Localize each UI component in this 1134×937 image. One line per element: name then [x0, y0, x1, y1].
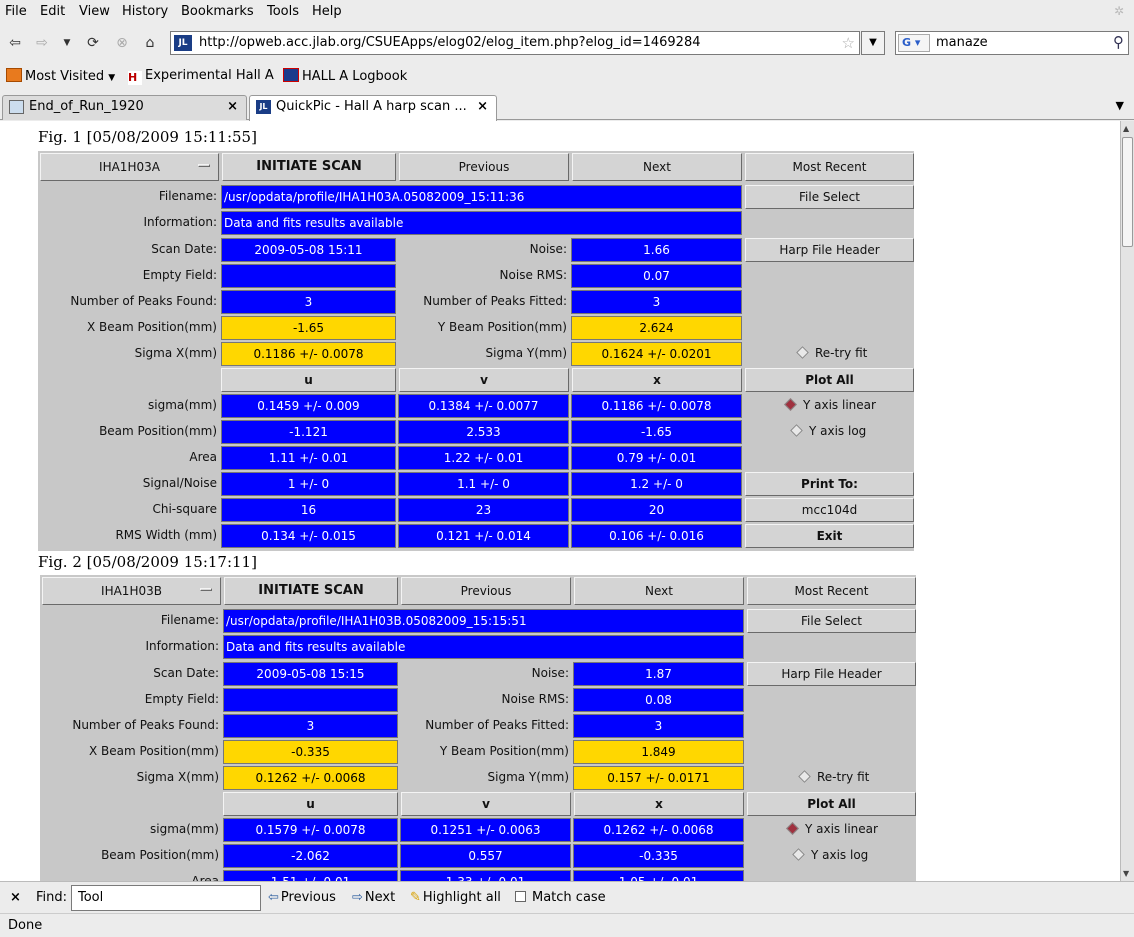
hall-a-logo-icon: H [128, 71, 142, 85]
page-icon [9, 100, 24, 114]
print-to-button[interactable]: Print To: [745, 472, 914, 496]
bookmark-experimental-hall-a[interactable] [128, 68, 274, 85]
table-cell: 0.1579 +/- 0.0078 [223, 818, 398, 842]
figure-1-title: Fig. 1 [05/08/2009 15:11:55] [38, 128, 257, 146]
file-select-button[interactable]: File Select [747, 609, 916, 633]
table-cell: 0.121 +/- 0.014 [398, 524, 569, 548]
y-axis-log-radio[interactable] [792, 420, 914, 444]
row-label: sigma(mm) [148, 398, 217, 412]
filename-value: /usr/opdata/profile/IHA1H03B.05082009_15:15:51 [223, 609, 744, 633]
table-cell: 0.1262 +/- 0.0068 [573, 818, 744, 842]
row-label: Beam Position(mm) [99, 424, 217, 438]
table-cell: 0.79 +/- 0.01 [571, 446, 742, 470]
vertical-scrollbar[interactable] [1120, 121, 1134, 881]
retry-fit-label: Re-try fit [817, 770, 870, 784]
empty-field-label: Empty Field: [144, 692, 219, 706]
find-bar [0, 881, 1134, 913]
previous-button[interactable]: Previous [399, 153, 569, 181]
sigma-y-label: Sigma Y(mm) [485, 346, 567, 360]
menu-history[interactable]: History [122, 4, 169, 19]
bookmarks-toolbar [0, 64, 1134, 88]
close-icon[interactable]: × [477, 99, 488, 114]
noise-label: Noise: [531, 666, 569, 680]
figure-2-title: Fig. 2 [05/08/2009 15:17:11] [38, 553, 257, 571]
retry-fit-radio[interactable] [800, 766, 916, 790]
find-label: Find: [36, 890, 68, 905]
scrollbar-thumb[interactable] [1122, 137, 1133, 247]
row-label: Signal/Noise [142, 476, 217, 490]
table-cell: 0.557 [400, 844, 571, 868]
y-axis-log-radio[interactable] [794, 844, 916, 868]
y-axis-log-label: Y axis log [811, 848, 869, 862]
column-header-x[interactable]: x [572, 368, 742, 392]
dropdown-indicator-icon [198, 164, 210, 167]
bookmark-most-visited[interactable] [6, 68, 115, 84]
peaks-fitted-value: 3 [573, 714, 744, 738]
harp-selector[interactable] [42, 577, 221, 605]
y-beam-position-value: 2.624 [571, 316, 742, 340]
table-cell: -0.335 [573, 844, 744, 868]
next-button[interactable]: Next [572, 153, 742, 181]
checkbox-icon [515, 891, 526, 902]
y-axis-linear-radio[interactable] [786, 394, 914, 418]
plot-all-button[interactable]: Plot All [745, 368, 914, 392]
url-bar[interactable] [170, 31, 860, 55]
logbook-icon [283, 68, 299, 82]
row-label: RMS Width (mm) [115, 528, 217, 542]
harp-file-header-button[interactable]: Harp File Header [745, 238, 914, 262]
scan-date-value: 2009-05-08 15:11 [221, 238, 396, 262]
column-header-u[interactable]: u [223, 792, 398, 816]
highlight-all-label: Highlight all [422, 890, 501, 905]
highlight-all-button[interactable] [410, 890, 501, 905]
sigma-y-label: Sigma Y(mm) [487, 770, 569, 784]
radio-selected-icon [786, 822, 799, 835]
table-cell: 1 +/- 0 [221, 472, 396, 496]
table-cell: 16 [221, 498, 396, 522]
y-axis-linear-label: Y axis linear [803, 398, 876, 412]
history-dropdown-icon[interactable]: ▼ [63, 38, 71, 48]
plot-all-button[interactable]: Plot All [747, 792, 916, 816]
table-cell: 0.1251 +/- 0.0063 [400, 818, 571, 842]
table-cell: 2.533 [398, 420, 569, 444]
url-dropdown-button[interactable]: ▼ [861, 31, 885, 55]
filename-value: /usr/opdata/profile/IHA1H03A.05082009_15:11:36 [221, 185, 742, 209]
empty-field-label: Empty Field: [142, 268, 217, 282]
noise-rms-value: 0.08 [573, 688, 744, 712]
search-input[interactable]: manaze [936, 35, 988, 50]
peaks-found-label: Number of Peaks Found: [72, 718, 219, 732]
figure-2-panel [40, 575, 916, 885]
column-header-v[interactable]: v [399, 368, 569, 392]
sigma-x-value: 0.1186 +/- 0.0078 [221, 342, 396, 366]
match-case-label: Match case [532, 890, 606, 905]
bookmark-label: HALL A Logbook [302, 69, 408, 84]
column-header-v[interactable]: v [401, 792, 571, 816]
y-axis-log-label: Y axis log [809, 424, 867, 438]
y-beam-position-value: 1.849 [573, 740, 744, 764]
retry-fit-label: Re-try fit [815, 346, 868, 360]
printer-field[interactable]: mcc104d [745, 498, 914, 522]
table-cell: 0.1459 +/- 0.009 [221, 394, 396, 418]
information-value: Data and fits results available [223, 635, 744, 659]
radio-unselected-icon [792, 848, 805, 861]
stop-icon[interactable]: ⊗ [116, 35, 128, 51]
menu-file[interactable]: File [5, 4, 27, 19]
table-cell: 0.1384 +/- 0.0077 [398, 394, 569, 418]
next-button[interactable]: Next [574, 577, 744, 605]
table-cell: 0.134 +/- 0.015 [221, 524, 396, 548]
row-label: Chi-square [152, 502, 217, 516]
dropdown-indicator-icon [200, 588, 212, 591]
table-cell: 1.22 +/- 0.01 [398, 446, 569, 470]
noise-rms-label: Noise RMS: [501, 692, 569, 706]
reload-icon[interactable]: ⟳ [87, 35, 99, 51]
table-cell: 1.2 +/- 0 [571, 472, 742, 496]
menu-edit[interactable]: Edit [40, 4, 66, 19]
menu-bookmarks[interactable]: Bookmarks [181, 4, 254, 19]
jlab-favicon-icon: JL [256, 100, 271, 114]
y-beam-position-label: Y Beam Position(mm) [439, 744, 569, 758]
scroll-up-icon[interactable]: ▲ [1123, 124, 1130, 133]
match-case-checkbox[interactable] [515, 890, 606, 905]
x-beam-position-value: -1.65 [221, 316, 396, 340]
noise-value: 1.66 [571, 238, 742, 262]
highlighter-icon: ✎ [410, 890, 421, 905]
y-axis-linear-radio[interactable] [788, 818, 916, 842]
back-icon[interactable]: ⇦ [9, 35, 21, 51]
figure-1-panel [38, 151, 914, 551]
status-bar [0, 913, 1134, 937]
menu-tools[interactable]: Tools [267, 4, 300, 19]
find-next-button[interactable] [352, 890, 395, 905]
scan-date-label: Scan Date: [151, 242, 217, 256]
find-input[interactable]: Tool [71, 885, 261, 911]
harp-file-header-button[interactable]: Harp File Header [747, 662, 916, 686]
google-icon: G [902, 36, 912, 49]
sigma-y-value: 0.1624 +/- 0.0201 [571, 342, 742, 366]
radio-selected-icon [784, 398, 797, 411]
information-label: Information: [143, 215, 217, 229]
tab-list-icon[interactable]: ▼ [1115, 99, 1124, 112]
radio-unselected-icon [796, 346, 809, 359]
table-cell: 1.1 +/- 0 [398, 472, 569, 496]
url-text[interactable]: http://opweb.acc.jlab.org/CSUEApps/elog02/elog_item.php?elog_id=1469284 [199, 35, 701, 50]
close-icon[interactable]: × [227, 99, 238, 114]
status-text: Done [8, 918, 43, 933]
exit-button[interactable]: Exit [745, 524, 914, 548]
table-cell: 0.106 +/- 0.016 [571, 524, 742, 548]
noise-rms-value: 0.07 [571, 264, 742, 288]
peaks-found-value: 3 [223, 714, 398, 738]
table-cell: 20 [571, 498, 742, 522]
peaks-fitted-label: Number of Peaks Fitted: [423, 294, 567, 308]
search-bar[interactable] [895, 31, 1129, 55]
scroll-down-icon[interactable]: ▼ [1123, 869, 1130, 878]
forward-icon[interactable]: ⇨ [36, 35, 48, 51]
search-engine-selector[interactable]: G ▾ [898, 34, 930, 52]
scan-date-label: Scan Date: [153, 666, 219, 680]
sigma-x-value: 0.1262 +/- 0.0068 [223, 766, 398, 790]
table-cell: -1.121 [221, 420, 396, 444]
noise-label: Noise: [529, 242, 567, 256]
find-next-label: Next [364, 890, 396, 905]
close-icon[interactable]: × [10, 890, 21, 905]
x-beam-position-value: -0.335 [223, 740, 398, 764]
noise-value: 1.87 [573, 662, 744, 686]
home-icon[interactable]: ⌂ [145, 35, 155, 51]
menu-bar [0, 0, 1134, 24]
most-recent-button[interactable]: Most Recent [747, 577, 916, 605]
filename-label: Filename: [160, 613, 219, 627]
table-cell: -1.65 [571, 420, 742, 444]
filename-label: Filename: [158, 189, 217, 203]
find-previous-button[interactable] [268, 890, 336, 905]
peaks-found-label: Number of Peaks Found: [70, 294, 217, 308]
radio-unselected-icon [798, 770, 811, 783]
arrow-right-icon: ⇨ [352, 890, 363, 905]
initiate-scan-button[interactable]: INITIATE SCAN [222, 153, 396, 181]
tab-end-of-run[interactable] [2, 95, 247, 120]
column-header-u[interactable]: u [221, 368, 396, 392]
menu-help[interactable]: Help [312, 4, 342, 19]
information-value: Data and fits results available [221, 211, 742, 235]
previous-button[interactable]: Previous [401, 577, 571, 605]
page-content [0, 121, 1120, 881]
arrow-left-icon: ⇦ [268, 890, 279, 905]
menu-view[interactable]: View [79, 4, 110, 19]
bookmark-hall-a-logbook[interactable] [283, 68, 407, 84]
initiate-scan-button[interactable]: INITIATE SCAN [224, 577, 398, 605]
row-label: Beam Position(mm) [101, 848, 219, 862]
activity-throbber-icon: ✲ [1114, 4, 1125, 18]
empty-field-value [223, 688, 398, 712]
empty-field-value [221, 264, 396, 288]
harp-selector[interactable] [40, 153, 219, 181]
tab-strip [0, 93, 1134, 120]
folder-icon [6, 68, 22, 82]
harp-selector-value: IHA1H03B [101, 584, 162, 598]
table-cell: 1.11 +/- 0.01 [221, 446, 396, 470]
sigma-x-label: Sigma X(mm) [136, 770, 219, 784]
table-cell: -2.062 [223, 844, 398, 868]
bookmark-label: Experimental Hall A [145, 68, 274, 83]
find-previous-label: Previous [280, 890, 336, 905]
x-beam-position-label: X Beam Position(mm) [89, 744, 219, 758]
tab-quickpic[interactable] [249, 95, 497, 121]
most-recent-button[interactable]: Most Recent [745, 153, 914, 181]
y-axis-linear-label: Y axis linear [805, 822, 878, 836]
peaks-found-value: 3 [221, 290, 396, 314]
radio-unselected-icon [790, 424, 803, 437]
retry-fit-radio[interactable] [798, 342, 914, 366]
chevron-down-icon: ▼ [108, 73, 116, 83]
noise-rms-label: Noise RMS: [499, 268, 567, 282]
file-select-button[interactable]: File Select [745, 185, 914, 209]
sigma-x-label: Sigma X(mm) [134, 346, 217, 360]
x-beam-position-label: X Beam Position(mm) [87, 320, 217, 334]
bookmark-label: Most Visited [25, 69, 105, 84]
scan-date-value: 2009-05-08 15:15 [223, 662, 398, 686]
peaks-fitted-value: 3 [571, 290, 742, 314]
information-label: Information: [145, 639, 219, 653]
tab-label: End_of_Run_1920 [29, 99, 144, 114]
harp-selector-value: IHA1H03A [99, 160, 160, 174]
site-favicon-icon: JL [174, 35, 192, 51]
row-label: sigma(mm) [150, 822, 219, 836]
table-cell: 0.1186 +/- 0.0078 [571, 394, 742, 418]
sigma-y-value: 0.157 +/- 0.0171 [573, 766, 744, 790]
bookmark-star-icon[interactable]: ☆ [841, 34, 855, 52]
peaks-fitted-label: Number of Peaks Fitted: [425, 718, 569, 732]
row-label: Area [189, 450, 217, 464]
tab-label: QuickPic - Hall A harp scan ... [276, 99, 467, 114]
column-header-x[interactable]: x [574, 792, 744, 816]
y-beam-position-label: Y Beam Position(mm) [437, 320, 567, 334]
search-icon[interactable]: ⚲ [1113, 33, 1124, 51]
table-cell: 23 [398, 498, 569, 522]
